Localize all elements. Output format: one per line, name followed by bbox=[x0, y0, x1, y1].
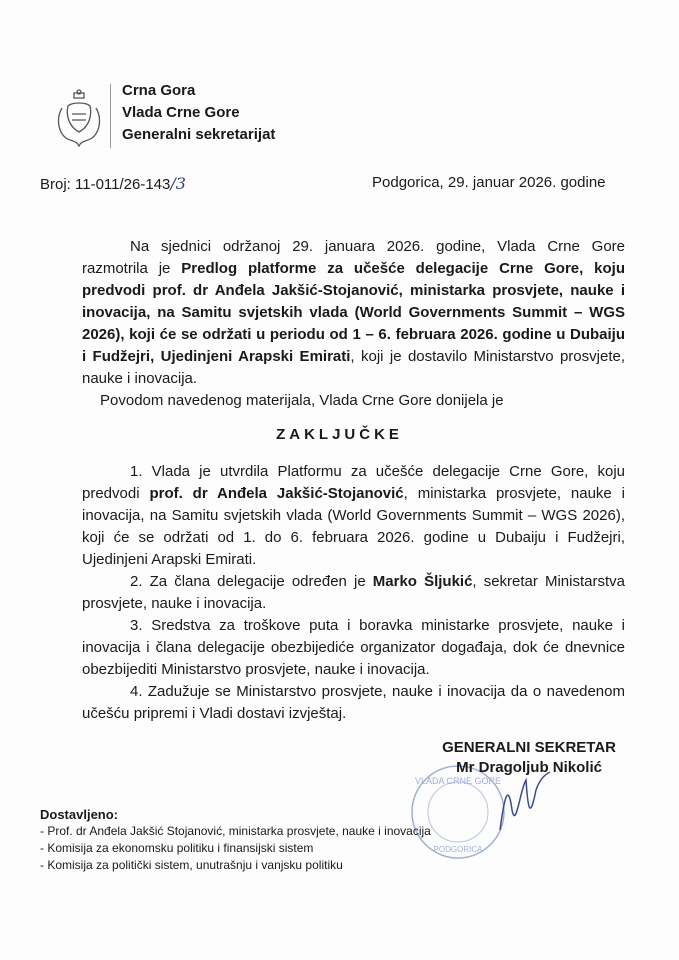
handwritten-signature bbox=[490, 770, 560, 840]
signatory-name: Mr Dragoljub Nikolić bbox=[456, 759, 602, 776]
conclusion-2 bbox=[82, 571, 625, 615]
intro-subject: Predlog platforme za učešće delegacije Crne Gore, koju predvodi prof. dr Anđela Jakšić-Stojanović, ministarka prosvjete, nauke i inovacija, na Samitu svjetskih vlada (World Governments Summit – WGS 2026), koji će se održati u periodu od 1 – 6. februara 2026. godine u Dubaiju i Fudžejri, Ujedinjeni Arapski Emirati bbox=[82, 260, 625, 365]
intro-text-end: , koji je dostavilo Ministarstvo prosvjete, nauke i inovacija. bbox=[82, 348, 625, 387]
conclusions-title: ZAKLJUČKE bbox=[276, 426, 403, 443]
c2-text-end: , sekretar Ministarstva prosvjete, nauke i inovacija. bbox=[82, 573, 625, 612]
conclusion-3: 3. Sredstva za troškove puta i boravka ministarke prosvjete, nauke i inovacija i člana delegacije obezbijediće organizator događaja, dok će dnevnice obezbijediti Ministarstvo prosvjete, nauke i inovacija. bbox=[82, 617, 625, 678]
distribution-item: - Komisija za ekonomsku politiku i finansijski sistem bbox=[40, 841, 314, 855]
distribution-heading: Dostavljeno: bbox=[40, 807, 119, 822]
intro-paragraph-2: Povodom navedenog materijala, Vlada Crne Gore donijela je bbox=[100, 392, 504, 409]
intro-paragraph bbox=[82, 236, 625, 390]
stamp-text: VLADA CRNE GORE bbox=[414, 776, 502, 786]
intro-text: Na sjednici održanoj 29. januara 2026. godine, Vlada Crne Gore razmotrila je bbox=[82, 238, 625, 277]
conclusion-1 bbox=[82, 461, 625, 571]
conclusion-4: 4. Zadužuje se Ministarstvo prosvjete, nauke i inovacija da o navedenom učešću pripremi i Vladi dostavi izvještaj. bbox=[82, 683, 625, 722]
distribution-item: - Prof. dr Anđela Jakšić Stojanović, ministarka prosvjete, nauke i inovacija bbox=[40, 824, 431, 838]
reference-number-text: Broj: 11-011/26-143 bbox=[40, 176, 171, 193]
distribution-item: - Komisija za politički sistem, unutrašnju i vanjsku politiku bbox=[40, 858, 343, 872]
header-divider bbox=[110, 84, 111, 148]
c1-text: 1. Vlada je utvrdila Platformu za učešće delegacije Crne Gore, koju predvodi bbox=[82, 463, 625, 502]
c1-person: prof. dr Anđela Jakšić-Stojanović bbox=[149, 485, 404, 502]
country-name: Crna Gora bbox=[122, 82, 196, 99]
c1-text-end: , ministarka prosvjete, nauke i inovacija, na Samitu svjetskih vlada (World Governments Summit – WGS 2026), koji će se održati od 1. do 6. februara 2026. godine u Dubaiju i Fudžejri, Ujedinjeni Arapski Emirati. bbox=[82, 485, 625, 568]
coat-of-arms-icon bbox=[54, 88, 104, 150]
place-date: Podgorica, 29. januar 2026. godine bbox=[372, 174, 606, 191]
issuer-header bbox=[122, 80, 275, 146]
c2-person: Marko Šljukić bbox=[372, 573, 473, 590]
c2-text: 2. Za člana delegacije određen je bbox=[130, 573, 373, 590]
handwritten-suffix: /3 bbox=[170, 174, 186, 193]
government-name: Vlada Crne Gore bbox=[122, 104, 240, 121]
reference-number bbox=[40, 174, 186, 193]
stamp-city: PODGORICA bbox=[433, 845, 483, 854]
office-name: Generalni sekretarijat bbox=[122, 126, 276, 143]
distribution-list bbox=[40, 806, 431, 874]
signatory-title: GENERALNI SEKRETAR bbox=[442, 739, 616, 756]
